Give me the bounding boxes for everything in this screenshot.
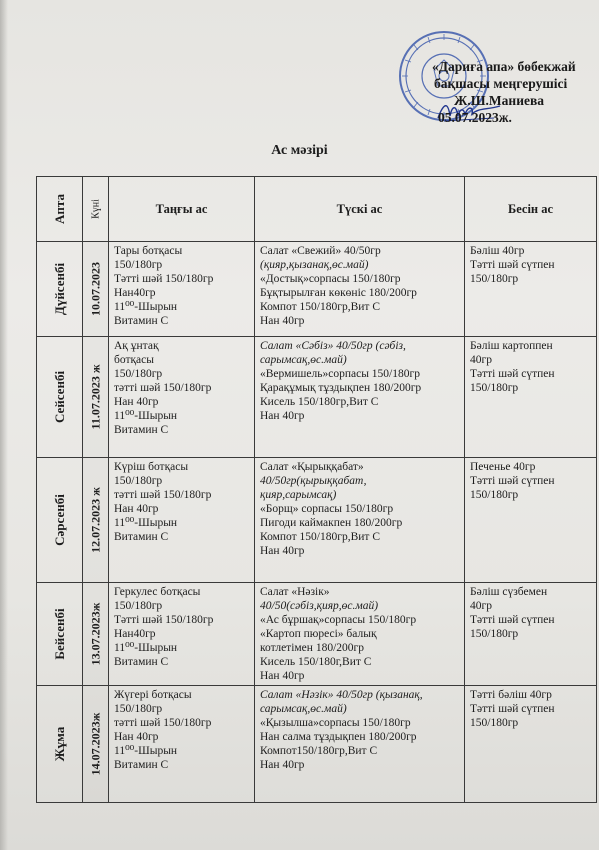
lunch-cell (255, 242, 465, 337)
lunch-line: Пигоди каймакпен 180/200гр (260, 517, 403, 529)
breakfast-line: Нан40гр (114, 287, 156, 299)
breakfast-line: 150/180гр (114, 475, 163, 487)
lunch-line: Нан 40гр (260, 545, 305, 557)
date-label: 13.07.2023ж (88, 602, 102, 666)
lunch-line: Салат «Нәзік» (260, 586, 330, 598)
breakfast-line: Нан 40гр (114, 731, 159, 743)
lunch-line: «Вермишель»сорпасы 150/180гр (260, 368, 420, 380)
weekday-cell (37, 337, 83, 458)
lunch-cell (255, 458, 465, 583)
weekday-cell (37, 242, 83, 337)
breakfast-cell (109, 583, 255, 686)
breakfast-line: Витамин С (114, 315, 169, 327)
menu-table (36, 176, 597, 803)
snack-cell (465, 337, 597, 458)
lunch-line: «Қызылша»сорпасы 150/180гр (260, 717, 411, 729)
page-edge-shadow (0, 0, 8, 850)
breakfast-line: 11⁰⁰-Шырын (114, 301, 178, 313)
weekday-cell (37, 686, 83, 803)
breakfast-cell (109, 458, 255, 583)
breakfast-line: Жүгері ботқасы (114, 689, 192, 701)
lunch-line: котлетімен 180/200гр (260, 642, 364, 654)
snack-cell (465, 583, 597, 686)
weekday-label: Дүйсенбі (51, 262, 67, 316)
lunch-cell (255, 686, 465, 803)
header-day: Күні (83, 177, 109, 242)
header-snack: Бесін ас (465, 177, 597, 242)
lunch-line: Бұқтырылған көкөніс 180/200гр (260, 287, 417, 299)
lunch-line: қияр,сарымсақ) (260, 489, 337, 501)
snack-line: 150/180гр (470, 717, 519, 729)
lunch-line: Кисель 150/180гр,Вит С (260, 396, 379, 408)
breakfast-line: ботқасы (114, 354, 154, 366)
breakfast-line: Витамин С (114, 759, 169, 771)
snack-cell (465, 242, 597, 337)
breakfast-line: Витамин С (114, 531, 169, 543)
breakfast-line: 11⁰⁰-Шырын (114, 642, 178, 654)
snack-line: Тәтті шәй сүтпен (470, 614, 555, 626)
table-row (37, 583, 597, 686)
date-cell (83, 583, 109, 686)
weekday-label: Сейсенбі (51, 370, 67, 424)
weekday-cell (37, 458, 83, 583)
date-cell (83, 686, 109, 803)
snack-cell (465, 458, 597, 583)
breakfast-line: Нан 40гр (114, 503, 159, 515)
weekday-label: Сәрсенбі (51, 494, 67, 546)
date-label: 14.07.2023ж (88, 712, 102, 776)
lunch-line: Компот150/180гр,Вит С (260, 745, 378, 757)
breakfast-line: тәтті шәй 150/180гр (114, 717, 212, 729)
lunch-cell (255, 583, 465, 686)
lunch-line: Кисель 150/180г,Вит С (260, 656, 372, 668)
snack-line: 150/180гр (470, 382, 519, 394)
snack-line: Тәтті шәй сүтпен (470, 368, 555, 380)
lunch-line: Нан салма тұздықпен 180/200гр (260, 731, 417, 743)
date-cell (83, 242, 109, 337)
approval-block (432, 58, 599, 126)
breakfast-line: Витамин С (114, 424, 169, 436)
lunch-line: Компот 150/180гр,Вит С (260, 301, 380, 313)
page-title: Ас мәзірі (271, 143, 328, 158)
snack-cell (465, 686, 597, 803)
table-row (37, 242, 597, 337)
lunch-line: Нан 40гр (260, 315, 305, 327)
breakfast-line: 150/180гр (114, 703, 163, 715)
breakfast-line: тәтті шәй 150/180гр (114, 382, 212, 394)
lunch-line: сарымсақ,өс.май) (260, 354, 347, 366)
lunch-line: «Картоп пюресі» балық (260, 628, 377, 640)
snack-line: Тәтті бәліш 40гр (470, 689, 552, 701)
snack-line: Бәліш 40гр (470, 245, 525, 257)
breakfast-line: 150/180гр (114, 600, 163, 612)
lunch-line: Салат «Свежий» 40/50гр (260, 245, 381, 257)
breakfast-line: Геркулес ботқасы (114, 586, 201, 598)
lunch-cell (255, 337, 465, 458)
lunch-line: «Достық»сорпасы 150/180гр (260, 273, 401, 285)
breakfast-line: Нан40гр (114, 628, 156, 640)
breakfast-line: Витамин С (114, 656, 169, 668)
breakfast-line: Ақ ұнтақ (114, 340, 159, 352)
breakfast-line: тәтті шәй 150/180гр (114, 489, 212, 501)
breakfast-line: Тәтті шәй 150/180гр (114, 614, 214, 626)
breakfast-line: Тәтті шәй 150/180гр (114, 273, 214, 285)
snack-line: 40гр (470, 600, 492, 612)
table-row (37, 458, 597, 583)
weekday-label: Жұма (51, 726, 67, 762)
breakfast-line: Нан 40гр (114, 396, 159, 408)
snack-line: Бәліш картоппен (470, 340, 553, 352)
snack-line: 150/180гр (470, 273, 519, 285)
header-row (37, 177, 597, 242)
snack-line: 150/180гр (470, 489, 519, 501)
lunch-line: 40/50гр(қырыққабат, (260, 475, 367, 487)
snack-line: Тәтті шәй сүтпен (470, 475, 555, 487)
snack-line: 150/180гр (470, 628, 519, 640)
lunch-line: сарымсақ,өс.май) (260, 703, 347, 715)
lunch-line: Салат «Сәбіз» 40/50гр (сәбіз, (260, 340, 406, 352)
snack-line: Печенье 40гр (470, 461, 536, 473)
lunch-line: Нан 40гр (260, 759, 305, 771)
breakfast-line: 150/180гр (114, 368, 163, 380)
breakfast-line: 11⁰⁰-Шырын (114, 410, 178, 422)
breakfast-line: 11⁰⁰-Шырын (114, 517, 178, 529)
approval-line-4: 05.07.2023ж. (438, 110, 512, 125)
lunch-line: Салат «Нәзік» 40/50гр (қызанақ, (260, 689, 423, 701)
table-row (37, 337, 597, 458)
approval-line-2: бақшасы меңгерушісі (434, 76, 568, 91)
breakfast-line: 11⁰⁰-Шырын (114, 745, 178, 757)
date-cell (83, 337, 109, 458)
header-lunch: Түскі ас (255, 177, 465, 242)
breakfast-line: 150/180гр (114, 259, 163, 271)
lunch-line: Қарақұмық тұздықпен 180/200гр (260, 382, 422, 394)
snack-line: Тәтті шәй сүтпен (470, 259, 555, 271)
date-label: 11.07.2023 ж (88, 364, 102, 430)
table-row (37, 686, 597, 803)
weekday-cell (37, 583, 83, 686)
approval-line-3: Ж.Ш.Маниева (454, 93, 545, 108)
approval-line-1: «Дариға апа» бөбекжай (432, 59, 576, 74)
lunch-line: «Борщ» сорпасы 150/180гр (260, 503, 394, 515)
breakfast-cell (109, 686, 255, 803)
date-label: 12.07.2023 ж (88, 487, 102, 553)
lunch-line: Салат «Қырыққабат» (260, 461, 364, 473)
date-cell (83, 458, 109, 583)
header-week: Апта (37, 177, 83, 242)
lunch-line: (қияр,қызанақ,өс.май) (260, 259, 369, 271)
date-label: 10.07.2023 (88, 262, 102, 316)
breakfast-line: Тары ботқасы (114, 245, 183, 257)
header-breakfast: Таңғы ас (109, 177, 255, 242)
lunch-line: Компот 150/180гр,Вит С (260, 531, 380, 543)
breakfast-cell (109, 242, 255, 337)
snack-line: Бәліш сүзбемен (470, 586, 548, 598)
lunch-line: «Ас бұршақ»сорпасы 150/180гр (260, 614, 417, 626)
snack-line: Тәтті шәй сүтпен (470, 703, 555, 715)
weekday-label: Бейсенбі (51, 608, 67, 660)
lunch-line: 40/50(сәбіз,қияр,өс.май) (260, 600, 379, 612)
lunch-line: Нан 40гр (260, 670, 305, 682)
breakfast-cell (109, 337, 255, 458)
breakfast-line: Күріш ботқасы (114, 461, 189, 473)
lunch-line: Нан 40гр (260, 410, 305, 422)
snack-line: 40гр (470, 354, 492, 366)
